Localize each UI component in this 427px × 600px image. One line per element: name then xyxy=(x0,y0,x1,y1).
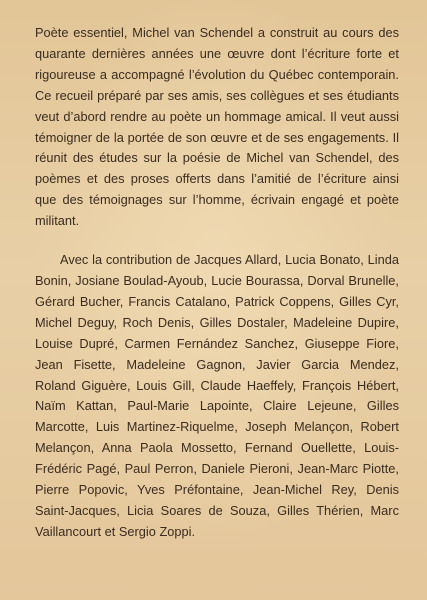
contributors-paragraph: Avec la contribution de Jacques Allard, Lucia Bonato, Linda Bonin, Josiane Boulad-Ayoub, Lucie Bourassa, Dorval Brunelle, Gérard Bucher, Francis Catalano, Patrick Coppens, Gilles Cyr, Michel Deguy, Roch Denis, Gilles Dostaler, Madeleine Dupire, Louise Dupré, Carmen Fernández Sanchez, Giuseppe Fiore, Jean Fisette, Madeleine Gagnon, Javier Garcia Mendez, Roland Giguère, Louis Gill, Claude Haeffely, François Hébert, Naïm Kattan, Paul-Marie Lapointe, Claire Lejeune, Gilles Marcotte, Luis Martinez-Riquelme, Joseph Melançon, Robert Melançon, Anna Paola Mossetto, Fernand Ouellette, Louis-Frédéric Pagé, Paul Perron, Daniele Pieroni, Jean-Marc Piotte, Pierre Popovic, Yves Préfontaine, Jean-Michel Rey, Denis Saint-Jacques, Licia Soares de Souza, Gilles Thérien, Marc Vaillancourt et Sergio Zoppi. xyxy=(35,252,399,539)
description-paragraph: Poète essentiel, Michel van Schendel a construit au cours des quarante dernières années une œuvre dont l’écriture forte et rigoureuse a accompagné l’évolution du Québec contemporain. Ce recueil préparé par ses amis, ses collègues et ses étudiants veut d’abord rendre au poète un hommage amical. Il veut aussi témoigner de la portée de son œuvre et de ses engagements. Il réunit des études sur la poésie de Michel van Schendel, des poèmes et des proses offerts dans l’amitié de l’écriture ainsi que des témoignages sur l’homme, écrivain engagé et poète militant. xyxy=(35,25,399,229)
